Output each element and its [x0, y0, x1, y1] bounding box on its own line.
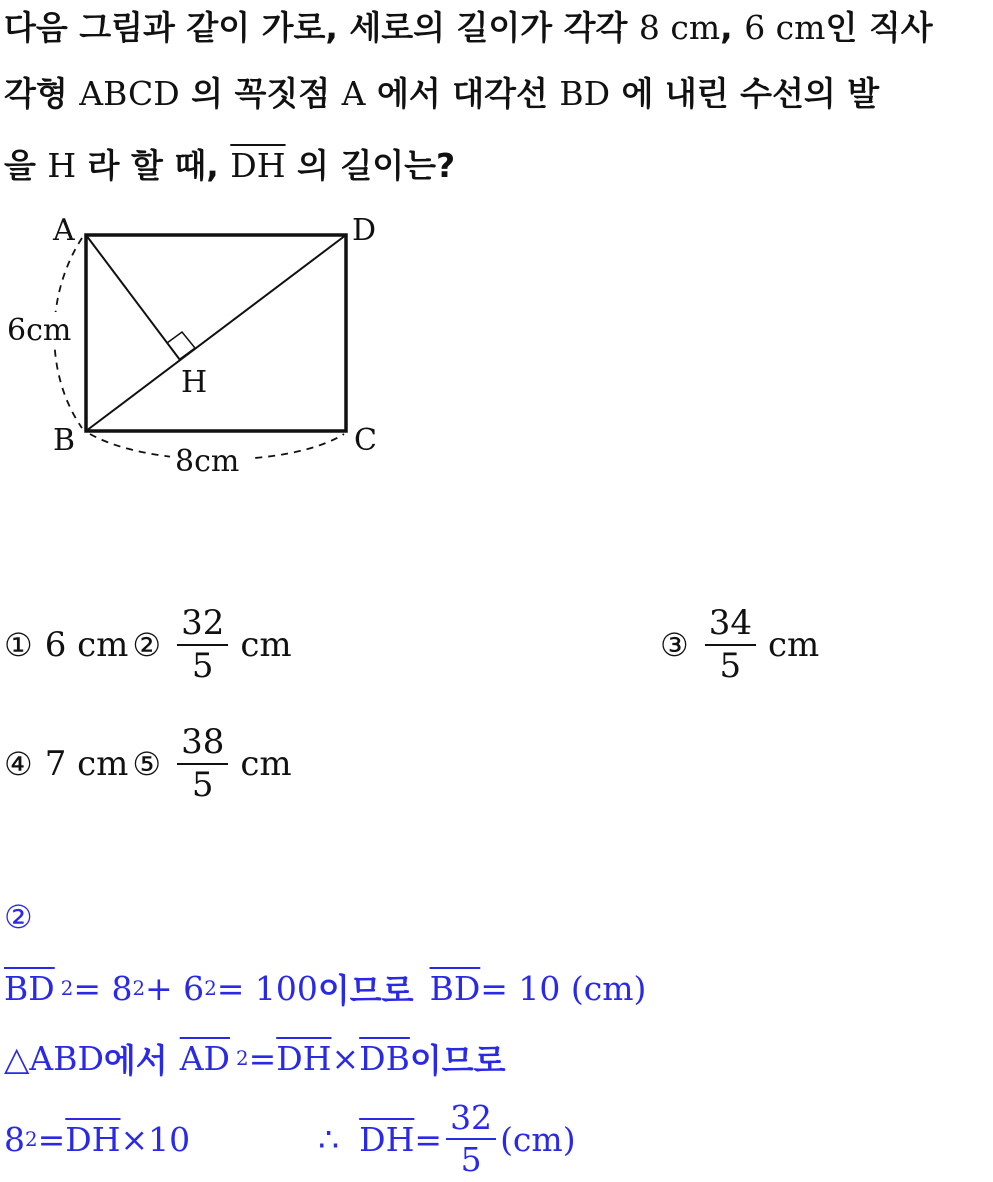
- choice-3-den: 5: [719, 646, 742, 687]
- exponent: 2: [60, 977, 74, 1000]
- question-line-2: [4, 68, 879, 115]
- solution-answer: [4, 898, 45, 936]
- label-c: C: [354, 423, 377, 458]
- question-text: 의 꼭짓점: [179, 74, 342, 113]
- answer-fraction: [446, 1100, 496, 1179]
- choice-3-num: 34: [705, 605, 756, 646]
- choice-3-mark[interactable]: ③: [660, 626, 689, 665]
- solution-word: 이므로: [409, 1041, 506, 1080]
- choice-row-1: [4, 605, 292, 686]
- solution-line-3: [4, 1100, 576, 1179]
- math-ad: $\overline{AD}$: [179, 1039, 230, 1078]
- answer-den: 5: [460, 1140, 482, 1180]
- answer-num: 32: [446, 1100, 496, 1140]
- question-text: 의 길이는?: [285, 146, 456, 185]
- question-line-3: [4, 140, 455, 187]
- math-dh: $\overline{DH}$: [230, 146, 286, 185]
- choice-1-value[interactable]: 6 cm: [44, 625, 129, 666]
- question-text: 다음 그림과 같이 가로, 세로의 길이가 각각: [4, 8, 639, 47]
- math-text: =: [414, 1119, 443, 1159]
- question-text: 인 직사: [825, 8, 933, 47]
- label-a: A: [53, 213, 75, 248]
- choice-5-unit: cm: [240, 744, 292, 785]
- rectangle-figure: [0, 200, 420, 490]
- choice-2-den: 5: [191, 646, 214, 687]
- math-times: ×: [331, 1039, 360, 1078]
- question-line-1: [4, 2, 933, 49]
- solution-word: 이므로: [317, 971, 414, 1010]
- choice-5-num: 38: [177, 724, 228, 765]
- math-text: = 100: [216, 969, 318, 1008]
- math-bd: $\overline{BD}$: [429, 969, 481, 1008]
- math-text: = 8: [73, 969, 133, 1008]
- label-h: H: [181, 365, 208, 400]
- math-h: H: [47, 146, 77, 185]
- perpendicular-ah: [86, 235, 180, 360]
- math-dh: $\overline{DH}$: [65, 1119, 121, 1159]
- choice-4-value[interactable]: 7 cm: [44, 744, 129, 785]
- choice-5-mark[interactable]: ⑤: [132, 745, 162, 784]
- question-text: 을: [4, 146, 48, 185]
- math-text: =: [37, 1119, 66, 1159]
- solution-line-1: [4, 965, 646, 1012]
- question-text: 각형: [4, 74, 80, 113]
- choice-row-1b: [660, 605, 819, 686]
- choice-2-mark[interactable]: ②: [132, 626, 162, 665]
- choice-row-2: [4, 724, 292, 805]
- label-b: B: [53, 423, 76, 458]
- math-triangle: △ABD: [4, 1039, 104, 1078]
- diagonal-bd: [86, 235, 346, 431]
- choice-2-unit: cm: [240, 625, 292, 666]
- math-text: 8: [4, 1119, 25, 1159]
- exponent: 2: [132, 977, 146, 1000]
- math-db: $\overline{DB}$: [359, 1039, 410, 1078]
- choice-5-fraction[interactable]: [177, 724, 228, 805]
- math-text: + 6: [145, 969, 205, 1008]
- math-unit: (cm): [500, 1119, 576, 1159]
- choice-5-den: 5: [191, 765, 214, 806]
- choice-2-fraction[interactable]: [177, 605, 228, 686]
- label-6cm: 6cm: [7, 313, 72, 348]
- math-bd: $\overline{BD}$: [4, 969, 55, 1008]
- width-value: 8 cm: [638, 8, 721, 47]
- label-d: D: [352, 213, 377, 248]
- exponent: 2: [235, 1047, 249, 1070]
- math-text: ×10: [120, 1119, 191, 1159]
- solution-word: 에서: [103, 1041, 168, 1080]
- math-abcd: ABCD: [79, 74, 180, 113]
- choice-3-unit: cm: [767, 625, 820, 666]
- exponent: 2: [25, 1127, 38, 1151]
- choice-4-mark[interactable]: ④: [4, 745, 33, 784]
- separator: ,: [720, 8, 745, 47]
- answer-mark: ②: [4, 898, 33, 936]
- question-text: 라 할 때,: [76, 146, 231, 185]
- exponent: 2: [204, 977, 217, 1000]
- choice-2-num: 32: [177, 605, 228, 646]
- question-text: 에서 대각선: [365, 74, 560, 113]
- math-dh: $\overline{DH}$: [359, 1119, 415, 1159]
- math-text: =: [248, 1039, 277, 1078]
- therefore-symbol: ∴: [318, 1119, 340, 1159]
- choice-1-mark[interactable]: ①: [4, 626, 33, 665]
- choice-3-fraction[interactable]: [705, 605, 756, 686]
- math-dh: $\overline{DH}$: [276, 1039, 332, 1078]
- math-a: A: [341, 74, 366, 113]
- height-value: 6 cm: [744, 8, 826, 47]
- right-angle-mark: [167, 332, 195, 359]
- math-bd: BD: [559, 74, 611, 113]
- label-8cm: 8cm: [175, 444, 240, 479]
- question-text: 에 내린 수선의 발: [610, 74, 880, 113]
- solution-line-2: [4, 1035, 506, 1082]
- math-text: = 10 (cm): [480, 969, 647, 1008]
